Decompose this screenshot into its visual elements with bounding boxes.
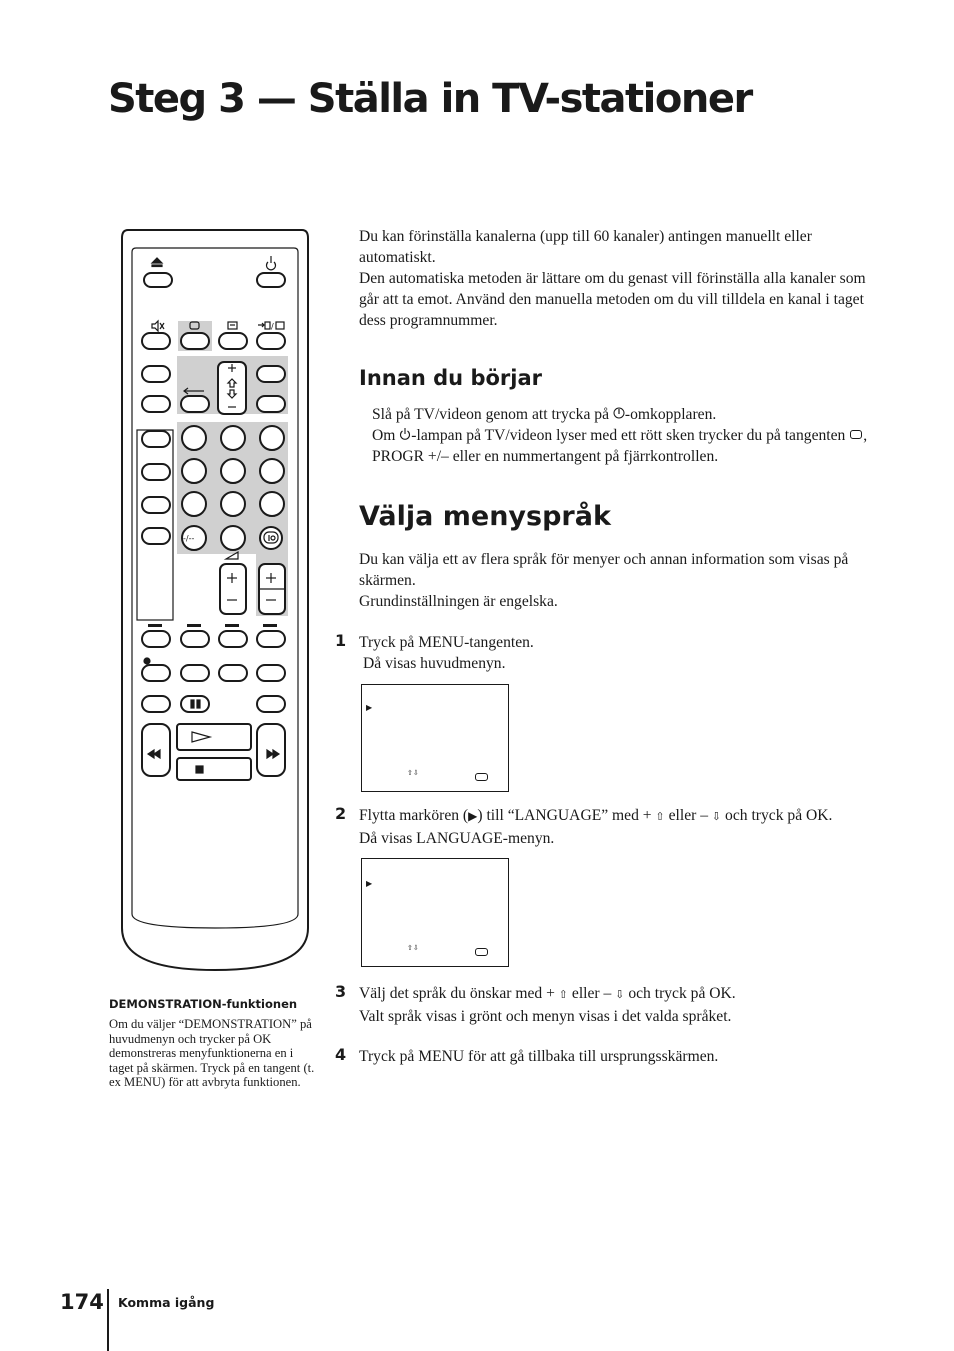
before-heading: Innan du börjar [359, 366, 542, 390]
language-intro-line-1: Du kan välja ett av flera språk för menyer och annan information som visas på skärmen. [359, 551, 849, 589]
remote-control-illustration [120, 228, 310, 973]
mute-button [142, 333, 170, 349]
tv-button [181, 333, 209, 349]
down-arrow-icon: ⇩ [615, 989, 625, 1001]
before-line-1: Slå på TV/videon genom att trycka på -omkopplaren. [372, 406, 717, 423]
step-1-line-1: Tryck på MENU-tangenten. [359, 634, 534, 651]
standby-icon [399, 427, 411, 440]
updown-icon: ⇧⇩ [407, 944, 419, 952]
input-icon [258, 322, 284, 331]
pause-button [181, 696, 209, 712]
ok-icon [475, 773, 488, 781]
intro-line-1: Du kan förinställa kanalerna (upp till 60 kanaler) antingen manuellt eller automatiskt. [359, 228, 812, 266]
tv-key-icon [849, 429, 863, 440]
updown-icon: ⇧⇩ [407, 769, 419, 777]
up-arrow-icon: ⇧ [558, 989, 568, 1001]
play-button [177, 724, 251, 750]
cursor-icon: ▶ [366, 703, 373, 712]
cursor-arrow-icon: ▶ [468, 809, 478, 823]
up-arrow-icon: ⇧ [655, 811, 665, 823]
input-button [257, 333, 285, 349]
svg-text:/: / [271, 322, 274, 331]
step-1-line-2: Då visas huvudmenyn. [363, 655, 506, 672]
language-intro [359, 549, 879, 612]
step-4-line-1: Tryck på MENU för att gå tillbaka till ursprungsskärmen. [359, 1048, 719, 1065]
teletext-icon [228, 322, 237, 329]
step-1-text [359, 632, 899, 674]
step-2-line-2: Då visas LANGUAGE-menyn. [359, 830, 555, 847]
intro-text [359, 226, 889, 331]
mute-icon [152, 321, 164, 331]
rewind-button [142, 724, 170, 776]
before-text [372, 404, 882, 467]
section-name: Komma igång [118, 1295, 215, 1310]
demo-heading: DEMONSTRATION-funktionen [109, 997, 298, 1011]
power-icon [267, 256, 276, 270]
step-number-4: 4 [335, 1045, 347, 1064]
step-number-1: 1 [335, 631, 347, 650]
language-intro-line-2: Grundinställningen är engelska. [359, 593, 558, 610]
return-button [181, 396, 209, 412]
step-3-text [359, 983, 899, 1027]
intro-line-2: Den automatiska metoden är lättare om du genast vill förinställa alla kanaler som går att ta emot. Använd den manuella metoden om du vill tilldela en kanal i taget dess programnummer. [359, 270, 866, 329]
step-3-line-2: Valt språk visas i grönt och menyn visas i det valda språket. [359, 1008, 732, 1025]
down-arrow-icon: ⇩ [711, 811, 722, 823]
volume-rocker-left [220, 564, 246, 614]
menu-screen-1 [361, 684, 509, 792]
step-2-line-1: Flytta markören (▶) till “LANGUAGE” med + ⇧ eller – ⇩ och tryck på OK. [359, 807, 833, 824]
page-title: Steg 3 — Ställa in TV-stationer [108, 76, 752, 122]
power-button [257, 273, 285, 287]
stop-icon [196, 766, 203, 773]
teletext-button [219, 333, 247, 349]
before-line-2: Om -lampan på TV/videon lyser med ett rött sken trycker du på tangenten , PROGR +/– eller en nummertangent på fjärrkontrollen. [372, 427, 868, 465]
step-4-text [359, 1046, 899, 1067]
demo-text: Om du väljer “DEMONSTRATION” på huvudmenyn och trycker på OK demonstreras menyfunktionerna en i taget på skärmen. Tryck på en tangent (t. ex MENU) för att avbryta funktionen. [109, 1017, 315, 1089]
stop-button [177, 758, 251, 780]
page-number: 174 [60, 1290, 104, 1314]
minus-dash-label: -/-- [183, 534, 195, 543]
language-heading: Välja menyspråk [359, 501, 611, 532]
step-2-text [359, 805, 919, 849]
step-3-line-1: Välj det språk du önskar med + ⇧ eller – ⇩ och tryck på OK. [359, 985, 736, 1002]
menu-screen-2 [361, 858, 509, 967]
eject-button [144, 273, 172, 287]
step-number-2: 2 [335, 804, 347, 823]
eject-icon [152, 258, 162, 267]
power-switch-icon [613, 406, 625, 419]
cursor-icon: ▶ [366, 879, 373, 888]
footer-divider [107, 1289, 109, 1351]
step-number-3: 3 [335, 982, 347, 1001]
ok-icon [475, 948, 488, 956]
fast-forward-button [257, 724, 285, 776]
